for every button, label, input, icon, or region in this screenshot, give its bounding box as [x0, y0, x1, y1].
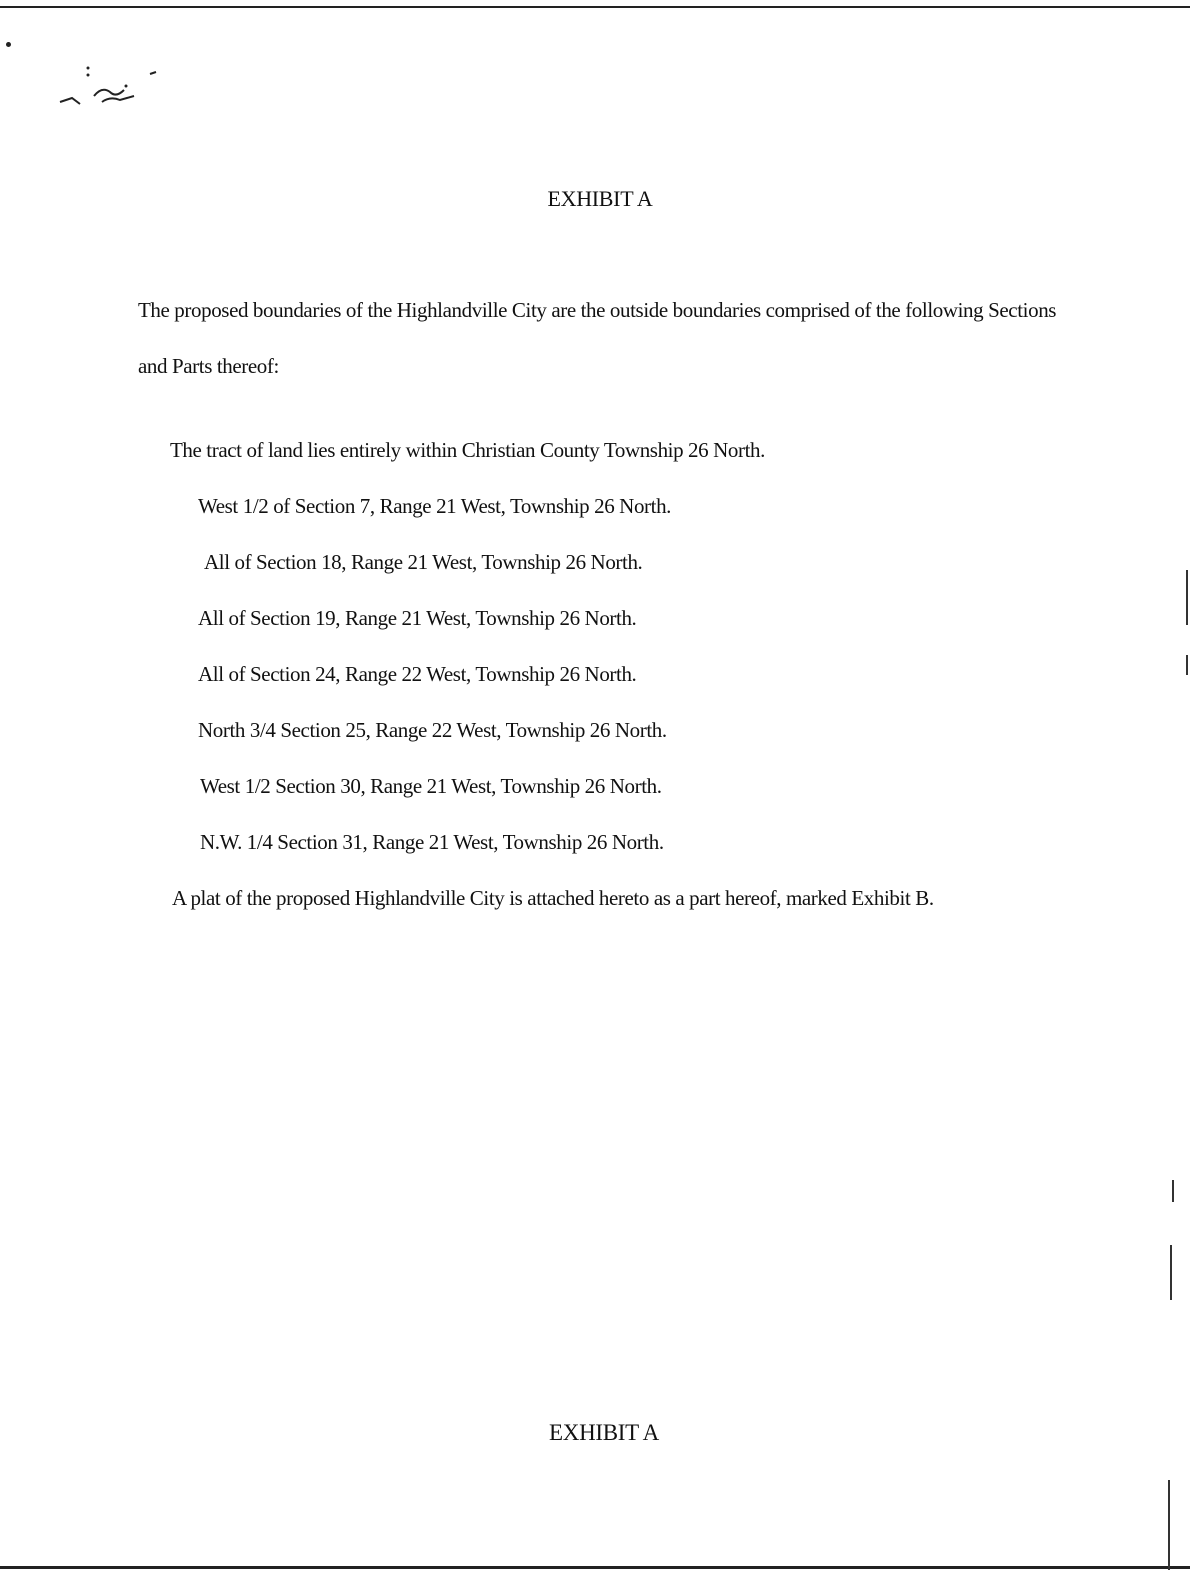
section-line: North 3/4 Section 25, Range 22 West, Township 26 North. — [198, 718, 667, 742]
scan-mark-right-3 — [1172, 1180, 1174, 1202]
tract-statement: The tract of land lies entirely within Christian County Township 26 North. — [170, 438, 765, 462]
exhibit-heading-top: EXHIBIT A — [547, 186, 653, 211]
scan-mark-right-2 — [1186, 655, 1188, 675]
section-line: West 1/2 Section 30, Range 21 West, Township 26 North. — [200, 774, 662, 798]
exhibit-heading-bottom: EXHIBIT A — [549, 1420, 659, 1445]
scan-mark-right-4 — [1170, 1245, 1172, 1300]
intro-paragraph: The proposed boundaries of the Highlandville City are the outside boundaries comprised of the following Sections and Parts thereof: — [138, 298, 1057, 378]
section-line: All of Section 19, Range 21 West, Township 26 North. — [198, 606, 637, 630]
scan-dot — [6, 42, 11, 47]
section-line: All of Section 18, Range 21 West, Township 26 North. — [204, 550, 643, 574]
scan-smudge-icon — [50, 60, 170, 120]
section-line: West 1/2 of Section 7, Range 21 West, Township 26 North. — [198, 494, 672, 518]
scan-mark-right-5 — [1168, 1480, 1170, 1570]
plat-statement: A plat of the proposed Highlandville City is attached hereto as a part hereof, marked Exhibit B. — [172, 886, 934, 910]
section-line: N.W. 1/4 Section 31, Range 21 West, Township 26 North. — [200, 830, 664, 854]
scan-edge-top — [0, 6, 1190, 8]
scan-edge-bottom — [0, 1566, 1190, 1569]
scan-mark-right-1 — [1186, 570, 1188, 625]
section-line: All of Section 24, Range 22 West, Township 26 North. — [198, 662, 637, 686]
